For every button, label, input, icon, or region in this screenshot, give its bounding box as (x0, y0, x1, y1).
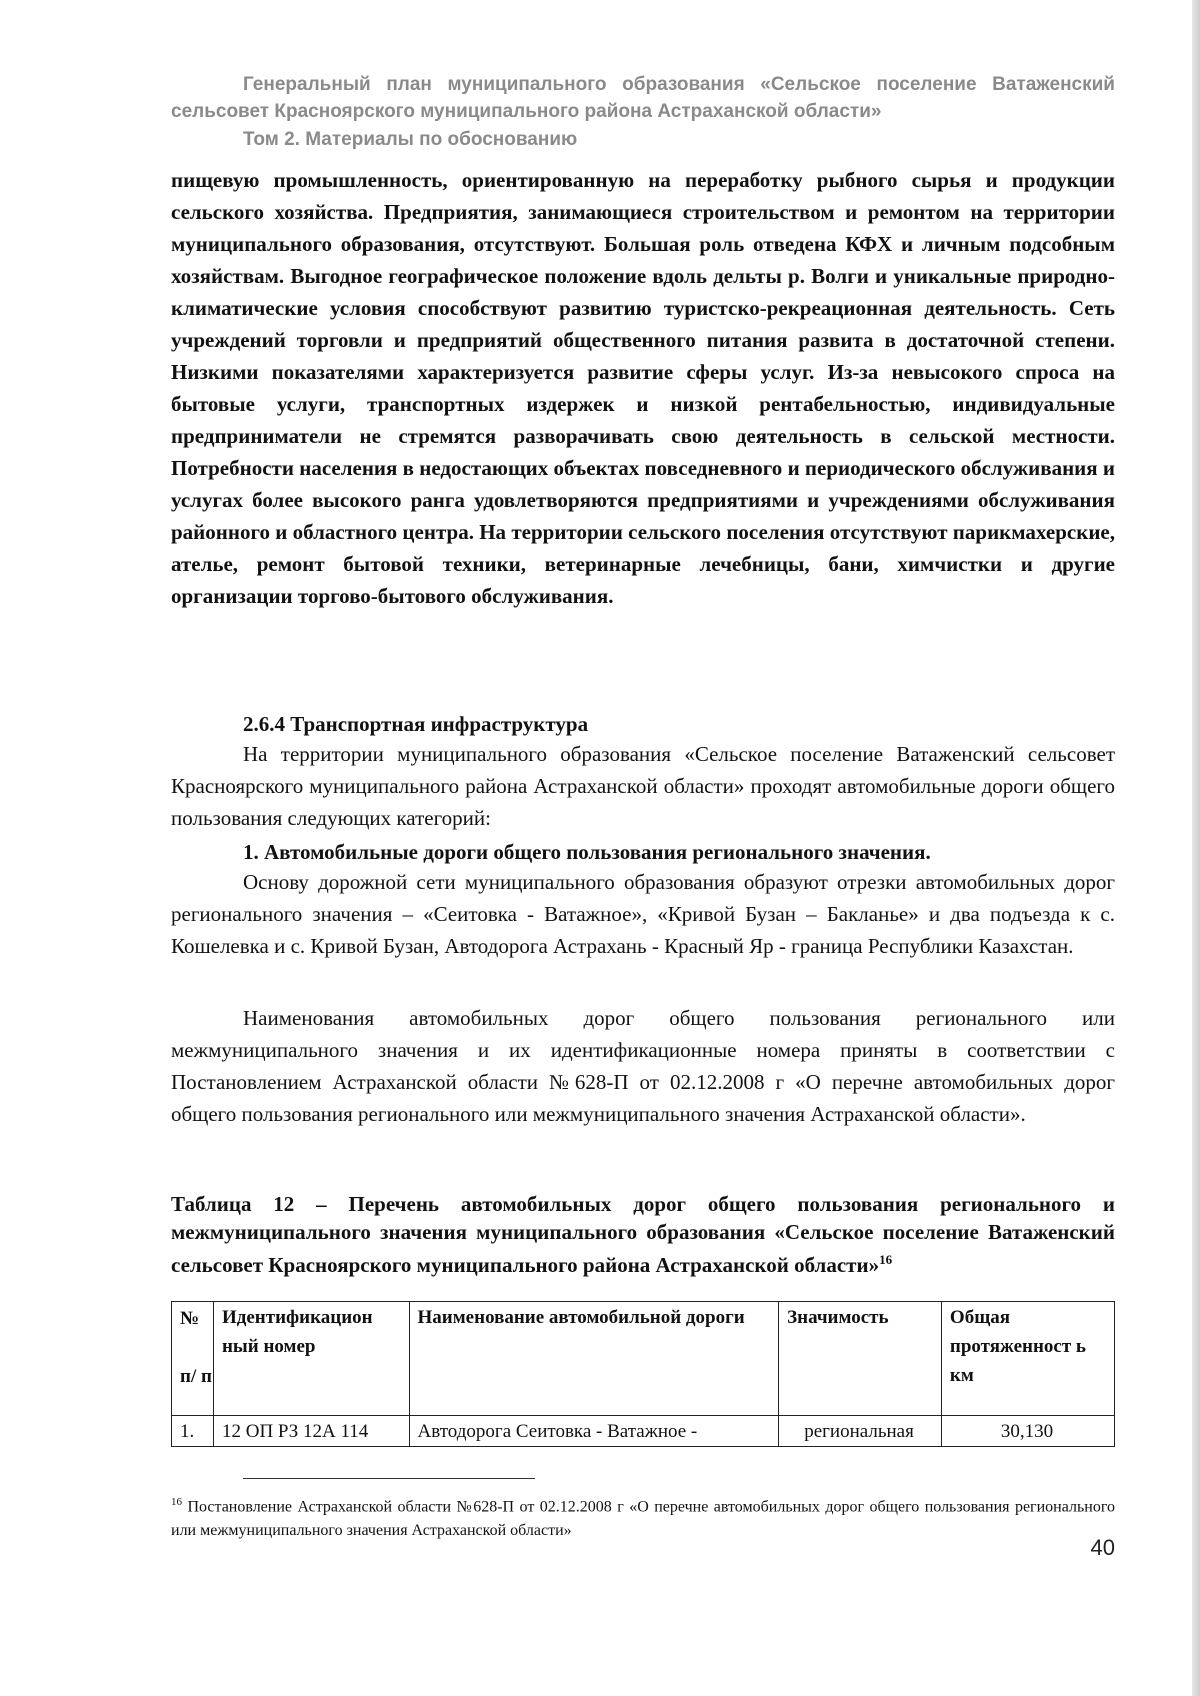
header-number (172, 1302, 214, 1416)
section-paragraph-3: Наименования автомобильных дорог общего пользования регионального или межмуниципального значения и их идентификационные номера приняты в соответствии с Постановлением Астраханской области №628-П от 02.12.2008 г «О перечне автомобильных дорог общего пользования регионального или межмуниципального значения Астраханской области». (171, 1006, 1115, 1126)
header-id-number: Идентификацион ный номер (213, 1302, 409, 1416)
table-caption-text: Таблица 12 – Перечень автомобильных дорог общего пользования регионального и межмуниципального значения муниципального образования «Сельское поселение Ватаженский сельсовет Красноярского муниципального района Астраханской области» (171, 1192, 1115, 1277)
header-volume-line: Том 2. Материалы по обоснованию (243, 129, 578, 150)
page-edge-shadow (1192, 0, 1200, 1696)
section-subheading: 1. Автомобильные дороги общего пользования регионального значения. (243, 840, 931, 864)
cell-significance: региональная (779, 1416, 942, 1447)
header-significance: Значимость (779, 1302, 942, 1416)
roads-table (171, 1301, 1115, 1447)
header-number-sign: № (180, 1308, 200, 1329)
table-header-row (172, 1302, 1115, 1416)
cell-number: 1. (172, 1416, 214, 1447)
page-number: 40 (1090, 1535, 1115, 1560)
footnote (171, 1490, 1115, 1543)
section-paragraph-2: Основу дорожной сети муниципального образования образуют отрезки автомобильных дорог регионального значения – «Сеитовка - Ватажное», «Кривой Бузан – Бакланье» и два подъезда к с. Кошелевка и с. Кривой Бузан, Автодорога Астрахань - Красный Яр - граница Республики Казахстан. (171, 870, 1115, 958)
header-length: Общая протяженност ь км (941, 1302, 1114, 1416)
footnote-separator (243, 1478, 535, 1479)
table-caption (171, 1190, 1115, 1279)
table-caption-footnote-ref[interactable]: 16 (879, 1252, 893, 1267)
section-paragraph-1: На территории муниципального образования «Сельское поселение Ватаженский сельсовет Красноярского муниципального района Астраханской области» проходят автомобильные дороги общего пользования следующих категорий: (171, 742, 1115, 830)
footnote-text: Постановление Астраханской области №628-П от 02.12.2008 г «О перечне автомобильных дорог общего пользования регионального или межмуниципального значения Астраханской области» (171, 1498, 1115, 1540)
cell-id-number: 12 ОП РЗ 12А 114 (213, 1416, 409, 1447)
table-row (172, 1416, 1115, 1447)
header-line-2: сельсовет Красноярского муниципального района Астраханской области» (171, 101, 882, 122)
intro-paragraph: пищевую промышленность, ориентированную на переработку рыбного сырья и продукции сельского хозяйства. Предприятия, занимающиеся строительством и ремонтом на территории муниципального образования, отсутствуют. Большая роль отведена КФХ и личным подсобным хозяйствам. Выгодное географическое положение вдоль дельты р. Волги и уникальные природно-климатические условия способствуют развитию туристско-рекреационная деятельность. Сеть учреждений торговли и предприятий общественного питания развита в достаточной степени. Низкими показателями характеризуется развитие сферы услуг. Из-за невысокого спроса на бытовые услуги, транспортных издержек и низкой рентабельностью, индивидуальные предприниматели не стремятся разворачивать свою деятельность в сельской местности. Потребности населения в недостающих объектах повседневного и периодического обслуживания и услугах более высокого ранга удовлетворяются предприятиями и учреждениями обслуживания районного и областного центра. На территории сельского поселения отсутствуют парикмахерские, ателье, ремонт бытовой техники, ветеринарные лечебницы, бани, химчистки и другие организации торгово-бытового обслуживания. (171, 168, 1115, 608)
footnote-ref: 16 (171, 1496, 182, 1508)
cell-road-name: Автодорога Сеитовка - Ватажное - (409, 1416, 779, 1447)
header-number-pp: п/ п (180, 1366, 212, 1387)
section-title: 2.6.4 Транспортная инфраструктура (243, 712, 589, 736)
header-road-name: Наименование автомобильной дороги (409, 1302, 779, 1416)
cell-length: 30,130 (941, 1416, 1114, 1447)
header-line-1: Генеральный план муниципального образования «Сельское поселение Ватаженский (243, 74, 1115, 95)
